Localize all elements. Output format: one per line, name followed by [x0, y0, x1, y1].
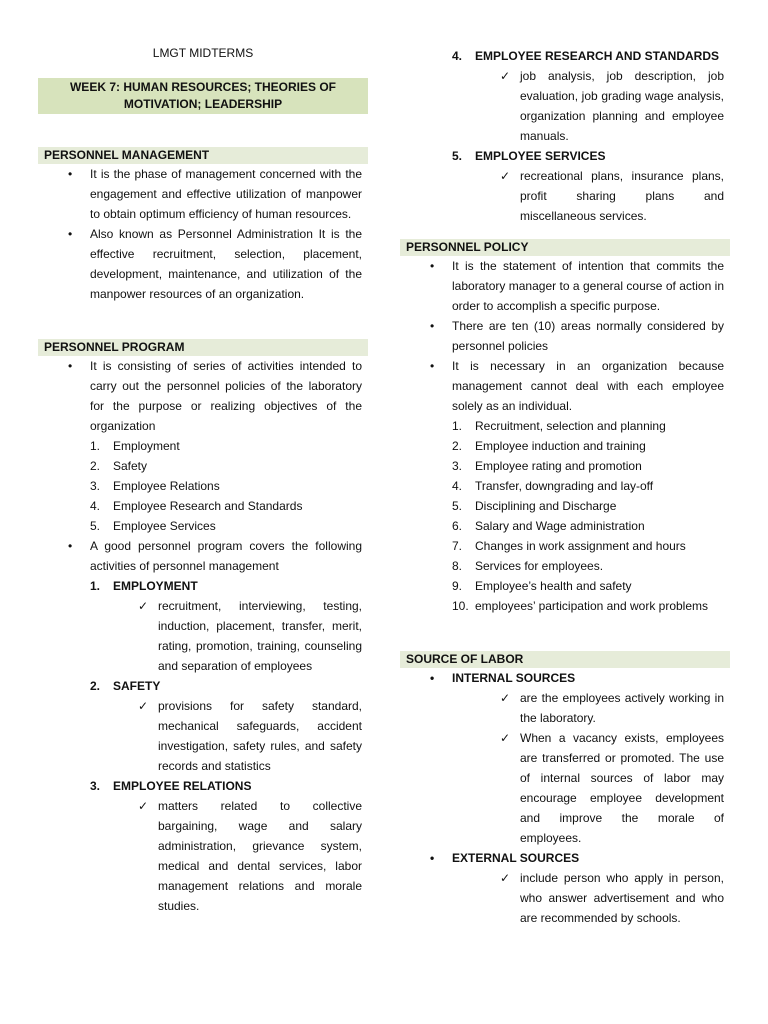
list-item: • EXTERNAL SOURCES — [400, 848, 730, 868]
list-item: 1. Recruitment, selection and planning — [452, 419, 666, 433]
list-item: 3. Employee rating and promotion — [452, 459, 642, 473]
list-item: ✓ are the employees actively working in the laboratory. — [400, 688, 724, 728]
week-banner — [38, 78, 368, 114]
section-heading: PERSONNEL PROGRAM — [38, 339, 368, 356]
activity-heading: 1. EMPLOYMENT — [90, 579, 198, 593]
list-item: 3. Employee Relations — [90, 479, 220, 493]
section-personnel-management — [38, 147, 368, 304]
check-mark-icon: ✓ — [500, 871, 511, 885]
section-personnel-policy — [400, 239, 730, 616]
activity-heading: 3. EMPLOYEE RELATIONS — [90, 779, 252, 793]
bullet-list — [38, 536, 368, 576]
check-mark-icon: ✓ — [500, 169, 511, 183]
list-item: 2. Employee induction and training — [452, 439, 646, 453]
list-item: • There are ten (10) areas normally considered by personnel policies — [400, 316, 724, 356]
list-item: 8. Services for employees. — [452, 559, 604, 573]
check-list — [38, 596, 368, 676]
list-item: 4. Employee Research and Standards — [90, 499, 303, 513]
list-item: ✓ When a vacancy exists, employees are transferred or promoted. The use of internal sources of labor may encourage employee development and improve the morale of employees. — [400, 728, 724, 848]
list-item: • It is the statement of intention that commits the laboratory manager to a general course of action in order to accomplish a specific purpose. — [400, 256, 724, 316]
activity-heading: 2. SAFETY — [90, 679, 161, 693]
list-item: 1. Employment — [90, 439, 180, 453]
check-mark-icon: ✓ — [138, 599, 149, 613]
program-continued — [400, 46, 730, 226]
section-personnel-program — [38, 339, 368, 916]
check-mark-icon: ✓ — [500, 691, 511, 705]
list-item: ✓ provisions for safety standard, mechanical safeguards, accident investigation, safety rules, and safety records and statistics — [38, 696, 362, 776]
check-mark-icon: ✓ — [500, 731, 511, 745]
policy-areas — [400, 416, 730, 616]
list-item: ✓ matters related to collective bargaining, wage and salary administration, grievance system, medical and dental services, labor management relations and morale studies. — [38, 796, 362, 916]
list-item: ✓ job analysis, job description, job evaluation, job grading wage analysis, organization planning and employee manuals. — [400, 66, 724, 146]
list-item: ✓ recreational plans, insurance plans, profit sharing plans and miscellaneous services. — [400, 166, 724, 226]
bullet-list — [400, 668, 730, 688]
bullet-list — [400, 848, 730, 868]
bullet-list — [400, 256, 730, 416]
check-list — [38, 796, 368, 916]
list-item: ✓ include person who apply in person, who answer advertisement and who are recommended by schools. — [400, 868, 724, 928]
list-item: ✓ recruitment, interviewing, testing, induction, placement, transfer, merit, rating, promotion, training, counseling and separation of employees — [38, 596, 362, 676]
list-item: 6. Salary and Wage administration — [452, 519, 645, 533]
list-item: • Also known as Personnel Administration It is the effective recruitment, selection, placement, development, maintenance, and utilization of the manpower resources of an organization. — [38, 224, 362, 304]
list-item: • It is necessary in an organization because management cannot deal with each employee solely as an individual. — [400, 356, 724, 416]
list-item: • It is the phase of management concerned with the engagement and effective utilization of manpower to obtain optimum efficiency of human resources. — [38, 164, 362, 224]
check-list — [400, 166, 730, 226]
section-heading: PERSONNEL POLICY — [400, 239, 730, 256]
check-mark-icon: ✓ — [500, 69, 511, 83]
week-title: WEEK 7: HUMAN RESOURCES; THEORIES OF MOTIVATION; LEADERSHIP — [69, 80, 336, 111]
document-title: LMGT MIDTERMS — [152, 46, 254, 60]
check-list — [400, 688, 730, 848]
activity-heading: 4. EMPLOYEE RESEARCH AND STANDARDS — [452, 49, 720, 63]
list-item: • INTERNAL SOURCES — [400, 668, 730, 688]
list-item: 9. Employee’s health and safety — [452, 579, 632, 593]
program-items — [38, 436, 368, 536]
check-list — [400, 868, 730, 928]
list-item: 2. Safety — [90, 459, 148, 473]
activity-heading: 5. EMPLOYEE SERVICES — [452, 149, 606, 163]
section-heading: SOURCE OF LABOR — [400, 651, 730, 668]
list-item: 5. Employee Services — [90, 519, 216, 533]
section-heading: PERSONNEL MANAGEMENT — [38, 147, 368, 164]
check-mark-icon: ✓ — [138, 799, 149, 813]
list-item: 7. Changes in work assignment and hours — [452, 539, 686, 553]
list-item: 10. employees’ participation and work problems — [452, 599, 709, 613]
bullet-list — [38, 164, 368, 304]
check-list — [400, 66, 730, 146]
list-item: • A good personnel program covers the following activities of personnel management — [38, 536, 362, 576]
list-item: • It is consisting of series of activities intended to carry out the personnel policies of the laboratory for the purpose or realizing objectives of the organization — [38, 356, 362, 436]
bullet-list — [38, 356, 368, 436]
check-list — [38, 696, 368, 776]
list-item: 5. Disciplining and Discharge — [452, 499, 617, 513]
check-mark-icon: ✓ — [138, 699, 149, 713]
list-item: 4. Transfer, downgrading and lay-off — [452, 479, 654, 493]
section-source-of-labor — [400, 651, 730, 928]
